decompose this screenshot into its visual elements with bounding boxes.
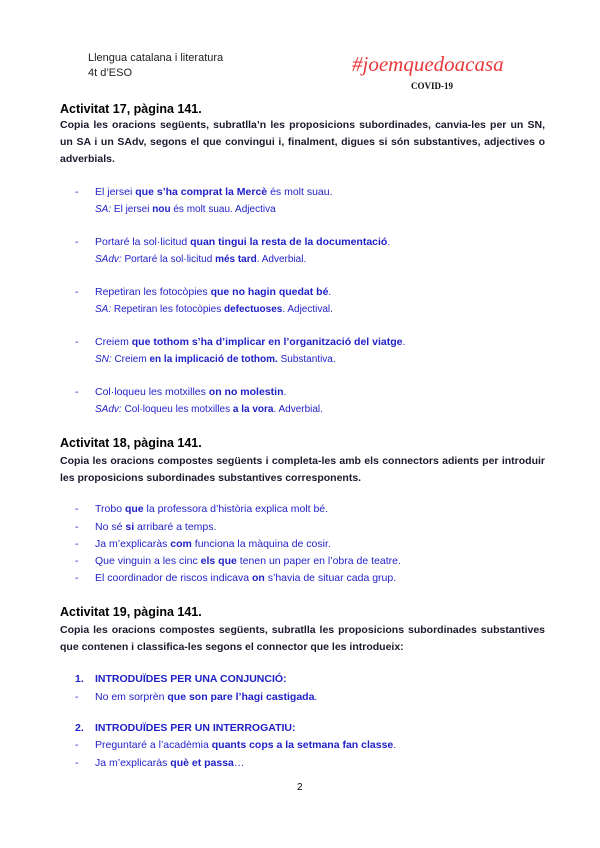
list-item <box>75 538 331 551</box>
dash: - <box>75 386 79 398</box>
list-item <box>75 236 390 249</box>
list-item <box>75 757 244 770</box>
section-number: 2. <box>75 722 84 734</box>
dash: - <box>75 555 79 567</box>
subordinate-clause: que no hagin quedat bé <box>210 286 329 298</box>
answer-tag: SA: <box>95 304 112 315</box>
answer-line <box>95 404 323 415</box>
sentence-text: Creiem <box>95 336 132 348</box>
dash: - <box>75 336 79 348</box>
dash: - <box>75 286 79 298</box>
answer-tag: SAdv: <box>95 254 122 265</box>
subordinate-clause: que s’ha comprat la Mercè <box>135 186 268 198</box>
connector: com <box>170 538 192 550</box>
dash: - <box>75 236 79 248</box>
dash: - <box>75 521 79 533</box>
section-number: 1. <box>75 673 84 685</box>
sentence-text: Preguntaré a l’acadèmia <box>95 739 212 751</box>
answer-text: . Adverbial. <box>273 404 323 415</box>
sentence-text: . <box>393 739 397 751</box>
act19-title: Activitat 19, pàgina 141. <box>60 605 202 619</box>
dash: - <box>75 572 79 584</box>
answer-text: . Adjectival. <box>282 304 333 315</box>
sentence-text: . <box>328 286 332 298</box>
list-item <box>75 572 396 585</box>
act19-instructions: Copia les oracions compostes següents, subratlla les proposicions subordinades substantives que contenen i classifica-les segons el connector que les introdueix: <box>60 624 545 653</box>
sentence-text: Portaré la sol·licitud <box>95 236 191 248</box>
answer-line <box>95 354 336 365</box>
answer-text: Substantiva. <box>277 354 336 365</box>
list-item <box>75 521 216 534</box>
sentence-text: és molt suau. <box>267 186 333 198</box>
dash: - <box>75 739 79 751</box>
act18-title: Activitat 18, pàgina 141. <box>60 436 202 450</box>
covid-label: COVID-19 <box>411 81 453 91</box>
subordinate-clause: quants cops a la setmana fan classe <box>211 739 394 751</box>
course-label: 4t d’ESO <box>88 67 133 79</box>
sentence-text: funciona la màquina de cosir. <box>191 538 331 550</box>
subordinate-clause: què et passa <box>170 757 234 769</box>
subordinate-clause: on no molestin <box>208 386 284 398</box>
page-number: 2 <box>297 782 303 793</box>
section-label: INTRODUÏDES PER UNA CONJUNCIÓ: <box>95 673 287 685</box>
dash: - <box>75 503 79 515</box>
answer-replacement: més tard <box>215 254 257 265</box>
act17-title: Activitat 17, pàgina 141. <box>60 102 202 116</box>
sentence-text: No em sorprèn <box>95 691 168 703</box>
answer-line <box>95 254 306 265</box>
sentence-text: Ja m’explicaràs <box>95 757 171 769</box>
answer-tag: SN: <box>95 354 112 365</box>
sentence-text: . <box>387 236 391 248</box>
answer-text: Portaré la sol·licitud <box>121 254 216 265</box>
answer-text: . Adverbial. <box>256 254 307 265</box>
connector: que <box>124 503 144 515</box>
sentence-text: . <box>283 386 287 398</box>
list-item <box>75 503 328 516</box>
sentence-text: Trobo <box>95 503 125 515</box>
sentence-text: s’havia de situar cada grup. <box>264 572 397 584</box>
act18-instructions: Copia les oracions compostes següents i completa-les amb els connectors adients per introduir les proposicions subordinades substantives corresponents. <box>60 455 545 484</box>
answer-text: Repetiran les fotocòpies <box>111 304 224 315</box>
section-heading-conjunction <box>75 673 287 685</box>
list-item <box>75 691 317 704</box>
answer-replacement: en la implicació de tothom. <box>149 354 278 365</box>
subordinate-clause: quan tingui la resta de la documentació <box>190 236 388 248</box>
subordinate-clause: que son pare l’hagi castigada <box>167 691 315 703</box>
answer-line <box>95 204 276 215</box>
sentence-text: arribaré a temps. <box>134 521 217 533</box>
hashtag-title: #joemquedoacasa <box>352 52 504 76</box>
dash: - <box>75 757 79 769</box>
sentence-text: tenen un paper en l’obra de teatre. <box>236 555 401 567</box>
answer-text: Col·loqueu les motxilles <box>121 404 233 415</box>
act17-instructions: Copia les oracions següents, subratlla’n les proposicions subordinades, canvia-les per un SN, un SA i un SAdv, segons el que convingui i, finalment, digues si són substantives, adjectives o adverbials. <box>60 119 545 165</box>
connector: on <box>252 572 265 584</box>
sentence-text: El jersei <box>95 186 136 198</box>
sentence-text: … <box>233 757 245 769</box>
sentence-text: . <box>402 336 406 348</box>
sentence-text: Que vinguin a les cinc <box>95 555 201 567</box>
list-item <box>75 739 396 752</box>
list-item <box>75 386 286 399</box>
sentence-text: Col·loqueu les motxilles <box>95 386 209 398</box>
answer-text: El jersei <box>111 204 153 215</box>
connector: si <box>125 521 135 533</box>
answer-text: Creiem <box>111 354 150 365</box>
sentence-text: Repetiran les fotocòpies <box>95 286 211 298</box>
subordinate-clause: que tothom s’ha d’implicar en l’organització del viatge <box>131 336 403 348</box>
answer-line <box>95 304 333 315</box>
sentence-text: la professora d’història explica molt bé. <box>143 503 329 515</box>
section-heading-interrogative <box>75 722 295 734</box>
subject-label: Llengua catalana i literatura <box>88 52 224 64</box>
list-item <box>75 336 405 349</box>
dash: - <box>75 186 79 198</box>
answer-replacement: a la vora <box>232 404 274 415</box>
connector: els que <box>200 555 237 567</box>
sentence-text: El coordinador de riscos indicava <box>95 572 252 584</box>
sentence-text: Ja m’explicaràs <box>95 538 171 550</box>
sentence-text: No sé <box>95 521 126 533</box>
section-label: INTRODUÏDES PER UN INTERROGATIU: <box>95 722 296 734</box>
list-item <box>75 555 401 568</box>
list-item <box>75 186 333 199</box>
answer-text: és molt suau. Adjectiva <box>170 204 276 215</box>
answer-replacement: defectuoses <box>223 304 283 315</box>
dash: - <box>75 691 79 703</box>
answer-replacement: nou <box>152 204 171 215</box>
list-item <box>75 286 331 299</box>
answer-tag: SA: <box>95 204 112 215</box>
sentence-text: . <box>314 691 318 703</box>
answer-tag: SAdv: <box>95 404 122 415</box>
dash: - <box>75 538 79 550</box>
